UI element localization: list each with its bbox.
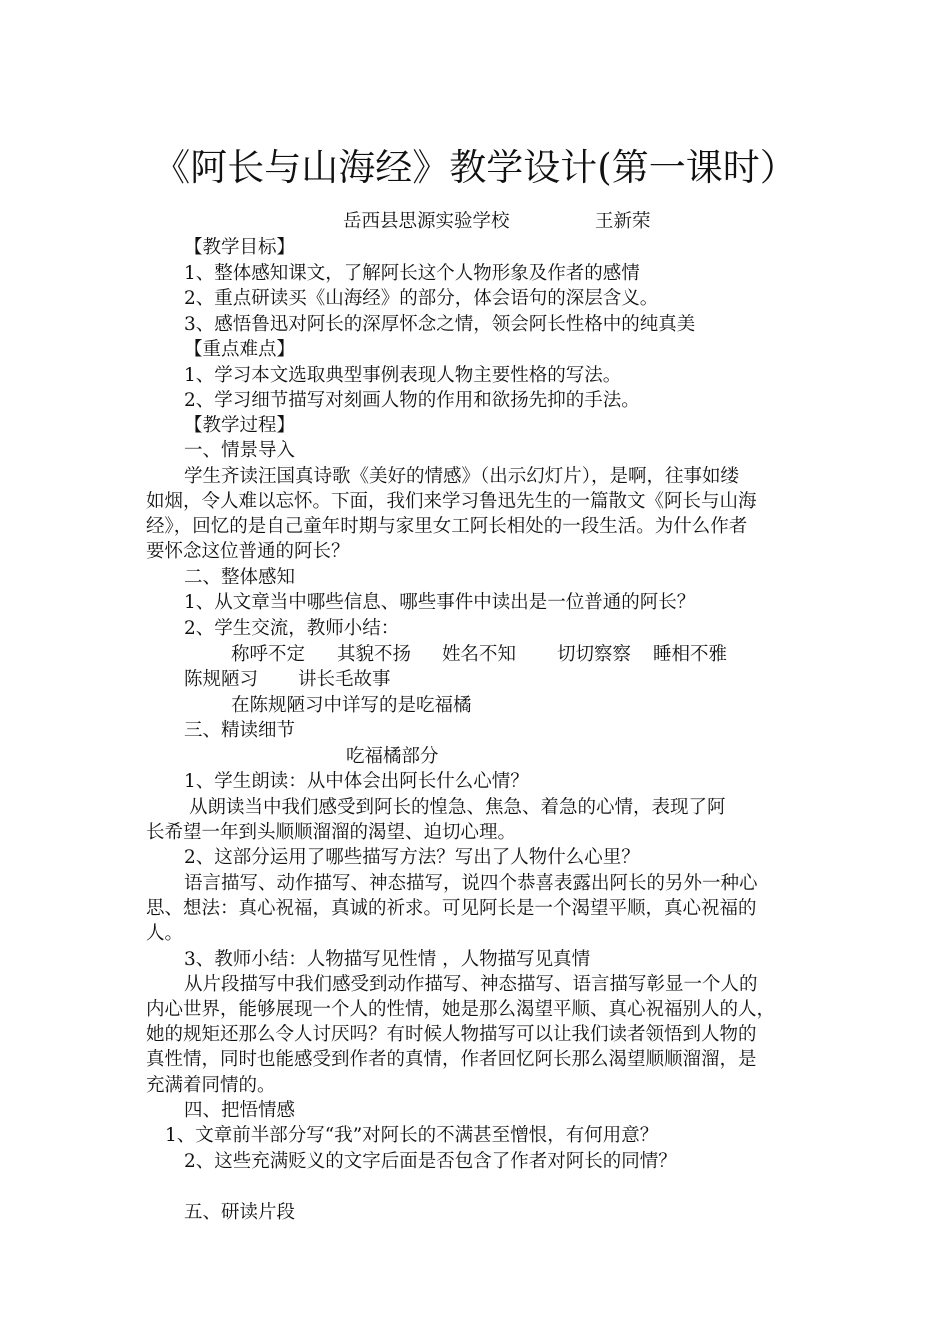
paragraph-line: 学生齐读汪国真诗歌《美好的情感》（出示幻灯片），是啊，往事如缕 [184, 466, 740, 487]
paragraph-line: 长希望一年到头顺顺溜溜的渴望、迫切心理。 [146, 822, 517, 843]
trait-label: 姓名不知 [442, 644, 517, 665]
goal-item: 1、整体感知课文，了解阿长这个人物形象及作者的感情 [184, 263, 640, 284]
paragraph-line: 如烟，令人难以忘怀。下面，我们来学习鲁迅先生的一篇散文《阿长与山海 [146, 491, 757, 512]
sub-heading: 吃福橘部分 [346, 746, 439, 767]
key-point-item: 1、学习本文选取典型事例表现人物主要性格的写法。 [184, 365, 622, 386]
school-name: 岳西县思源实验学校 [343, 211, 510, 232]
goals-header: 【教学目标】 [184, 237, 296, 258]
trait-label: 其貌不扬 [337, 644, 412, 665]
trait-label: 称呼不定 [231, 644, 306, 665]
paragraph-line: 真性情，同时也能感受到作者的真情，作者回忆阿长那么渴望顺顺溜溜，是 [146, 1049, 757, 1070]
paragraph-line: 思、想法：真心祝福，真诚的祈求。可见阿长是一个渴望平顺，真心祝福的 [146, 898, 757, 919]
question-item: 1、文章前半部分写“我”对阿长的不满甚至憎恨，有何用意？ [165, 1125, 659, 1146]
section-heading: 三、精读细节 [184, 720, 296, 741]
paragraph-line: 经》，回忆的是自己童年时期与家里女工阿长相处的一段生活。为什么作者 [146, 516, 748, 537]
paragraph-line: 从朗读当中我们感受到阿长的惶急、焦急、着急的心情，表现了阿 [189, 797, 726, 818]
question-item: 1、学生朗读：从中体会出阿长什么心情？ [184, 771, 529, 792]
goal-item: 3、感悟鲁迅对阿长的深厚怀念之情，领会阿长性格中的纯真美 [184, 314, 696, 335]
paragraph-line: 充满着同情的。 [146, 1075, 276, 1096]
trait-label: 讲长毛故事 [298, 669, 391, 690]
trait-label: 陈规陋习 [184, 669, 259, 690]
key-points-header: 【重点难点】 [184, 339, 296, 360]
question-item: 2、学生交流，教师小结： [184, 618, 400, 639]
paragraph-line: 她的规矩还那么令人讨厌吗？有时候人物描写可以让我们读者领悟到人物的 [146, 1024, 757, 1045]
trait-label: 睡相不雅 [653, 644, 728, 665]
author-name: 王新荣 [595, 211, 651, 232]
paragraph-line: 在陈规陋习中详写的是吃福橘 [231, 695, 472, 716]
page-title: 《阿长与山海经》教学设计(第一课时） [153, 146, 797, 189]
paragraph-line: 要怀念这位普通的阿长？ [146, 541, 350, 562]
section-heading: 五、研读片段 [184, 1202, 296, 1223]
question-item: 1、从文章当中哪些信息、哪些事件中读出是一位普通的阿长？ [184, 592, 696, 613]
question-item: 2、这些充满贬义的文字后面是否包含了作者对阿长的同情？ [184, 1151, 677, 1172]
section-heading: 一、情景导入 [184, 440, 296, 461]
goal-item: 2、重点研读买《山海经》的部分，体会语句的深层含义。 [184, 288, 659, 309]
key-point-item: 2、学习细节描写对刻画人物的作用和欲扬先抑的手法。 [184, 390, 640, 411]
paragraph-line: 语言描写、动作描写、神态描写，说四个恭喜表露出阿长的另外一种心 [184, 873, 758, 894]
trait-label: 切切察察 [557, 644, 632, 665]
paragraph-line: 从片段描写中我们感受到动作描写、神态描写、语言描写彰显一个人的 [184, 974, 758, 995]
question-item: 2、这部分运用了哪些描写方法？写出了人物什么心里？ [184, 847, 640, 868]
paragraph-line: 人。 [146, 923, 184, 944]
paragraph-line: 内心世界，能够展现一个人的性情，她是那么渴望平顺、真心祝福别人的人， [146, 999, 776, 1020]
section-heading: 二、整体感知 [184, 567, 296, 588]
process-header: 【教学过程】 [184, 415, 296, 436]
section-heading: 四、把悟情感 [184, 1100, 296, 1121]
question-item: 3、教师小结：人物描写见性情 ，人物描写见真情 [184, 949, 591, 970]
